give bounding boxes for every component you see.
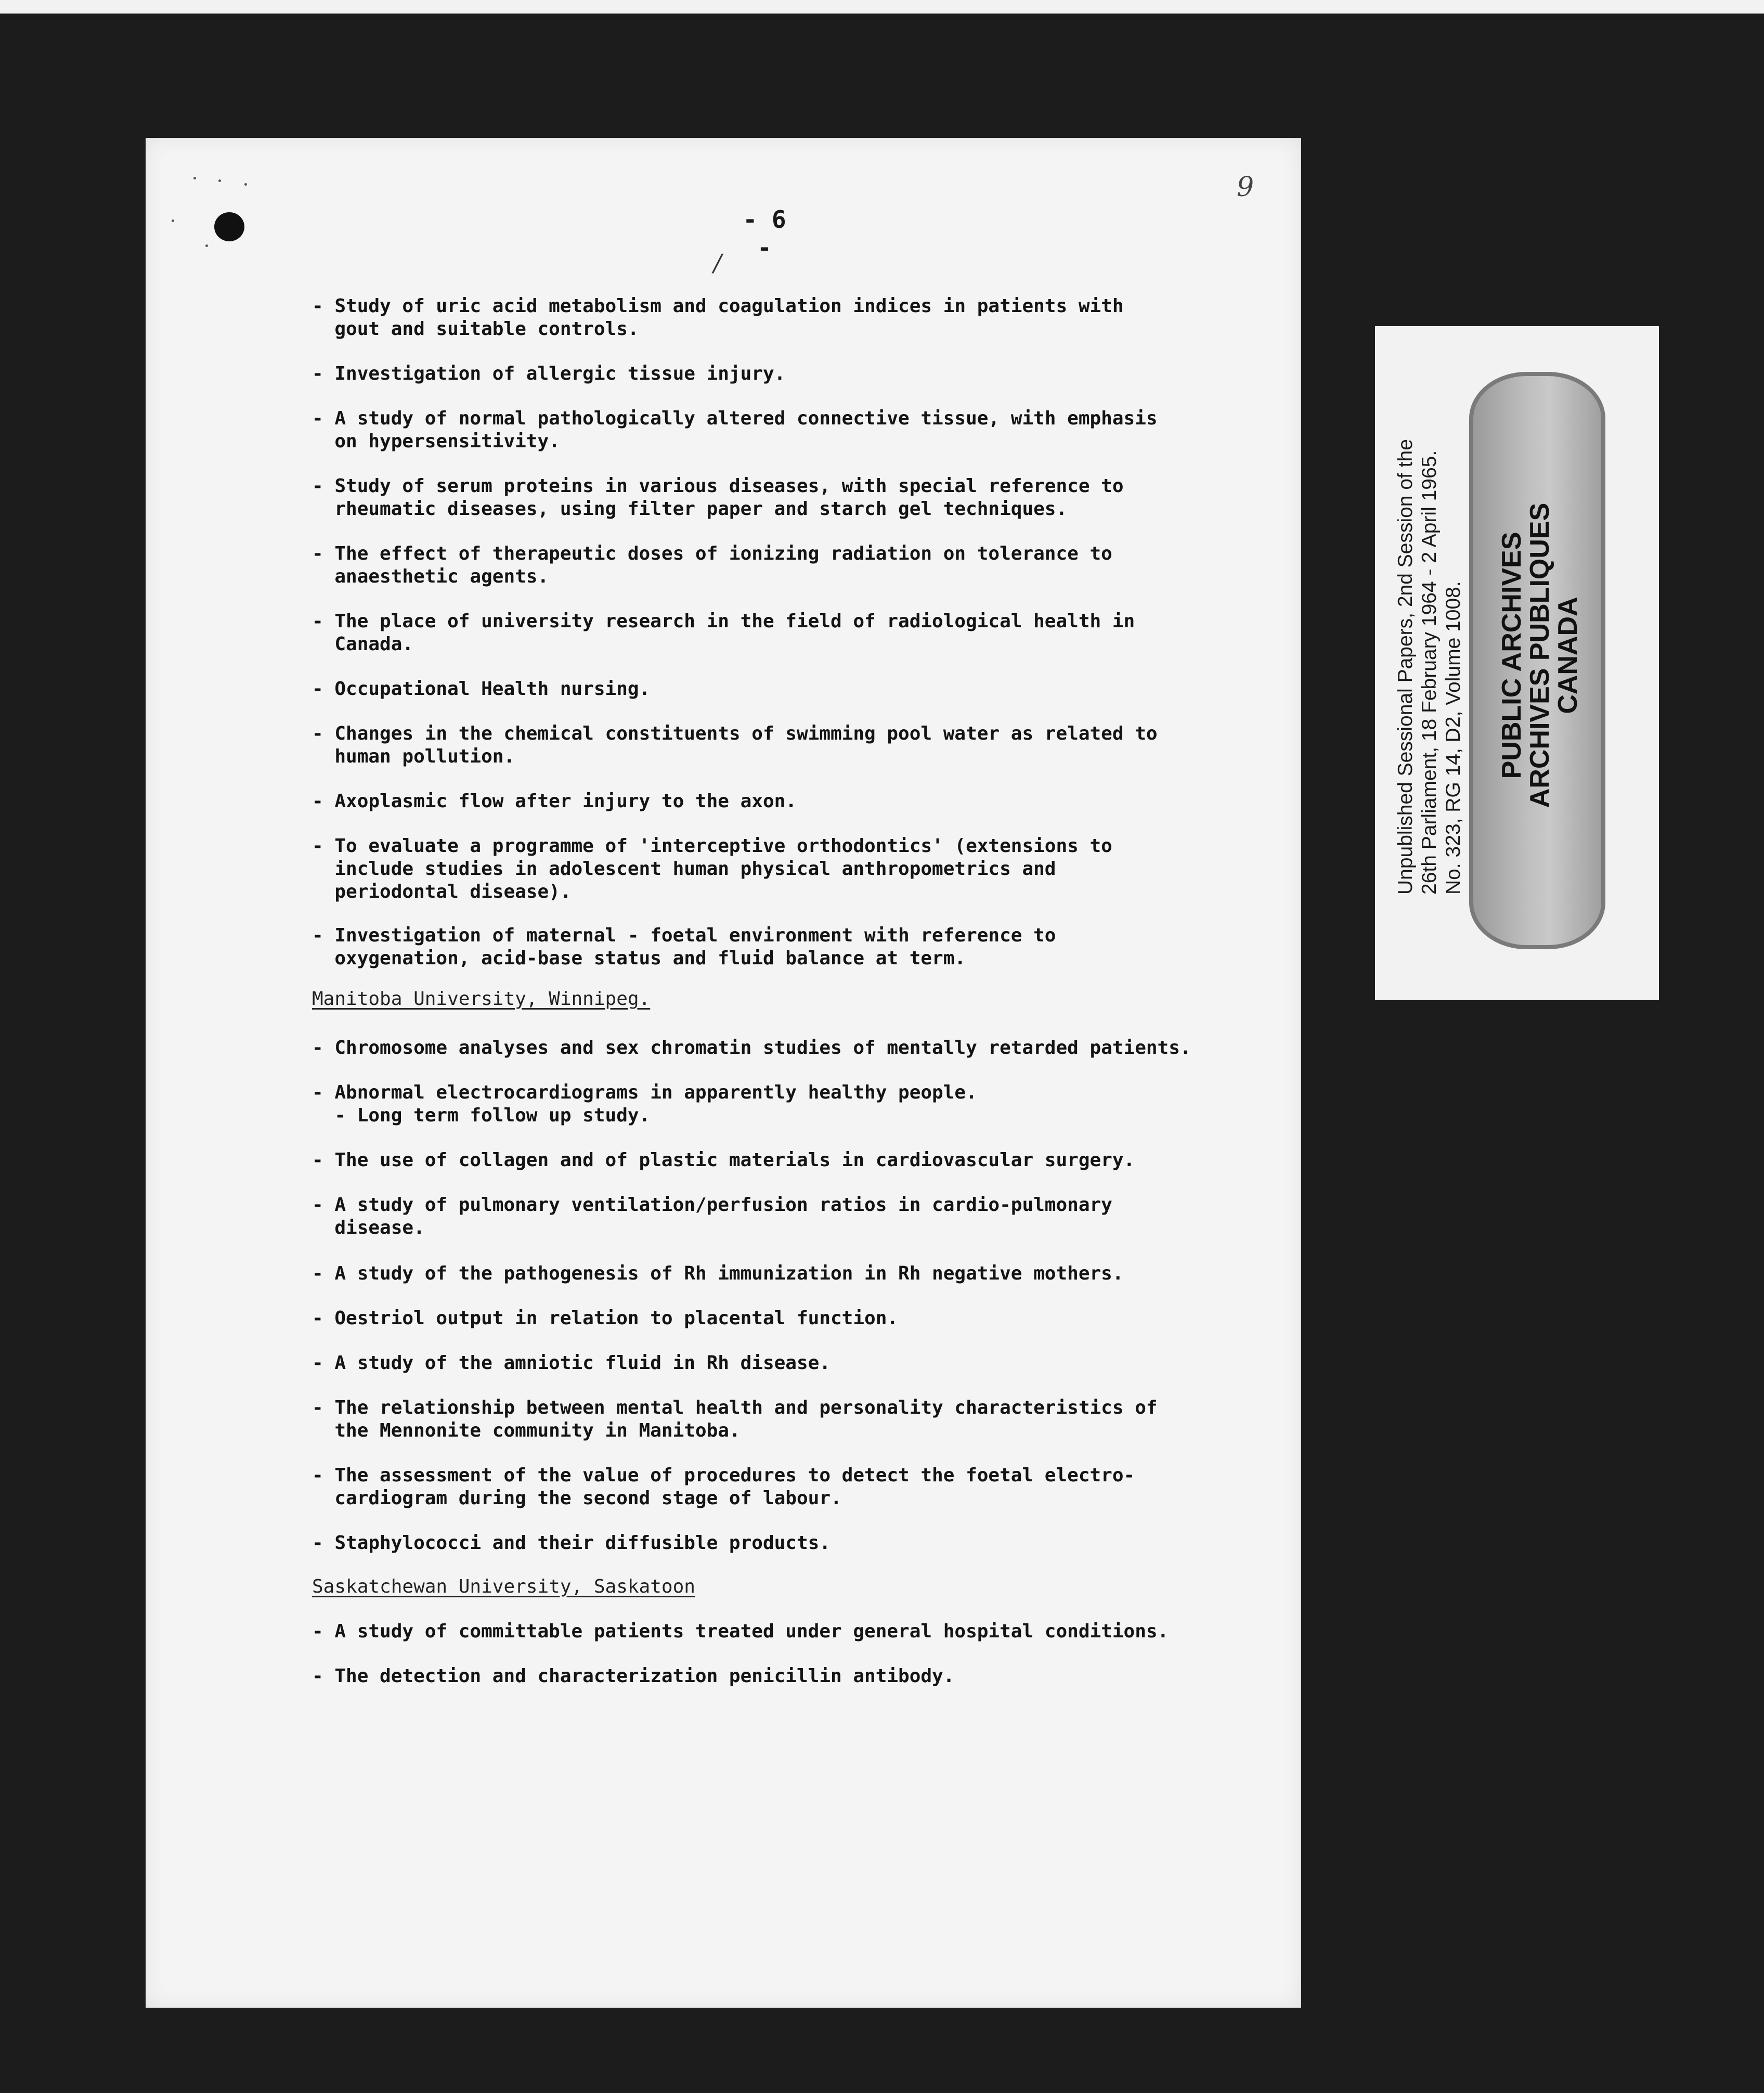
seal-line: CANADA — [1553, 597, 1583, 714]
list-item: - A study of normal pathologically altered connective tissue, with emphasis — [312, 408, 1158, 429]
list-item: - A study of committable patients treated under general hospital conditions. — [312, 1621, 1169, 1642]
list-item: - Axoplasmic flow after injury to the axon. — [312, 791, 797, 812]
list-item: - The place of university research in the field of radiological health in — [312, 611, 1135, 632]
speck — [244, 183, 247, 186]
list-item: gout and suitable controls. — [312, 318, 639, 340]
list-item: Canada. — [312, 634, 414, 655]
seal-line: PUBLIC ARCHIVES — [1497, 532, 1527, 779]
section-heading-manitoba: Manitoba University, Winnipeg. — [312, 988, 651, 1010]
list-item: oxygenation, acid-base status and fluid balance at term. — [312, 948, 966, 969]
list-item: - The effect of therapeutic doses of ionizing radiation on tolerance to — [312, 543, 1112, 564]
list-item: human pollution. — [312, 746, 515, 767]
list-item: the Mennonite community in Manitoba. — [312, 1420, 741, 1441]
speck — [218, 179, 221, 182]
list-item: anaesthetic agents. — [312, 566, 549, 587]
film-edge — [0, 0, 1764, 14]
list-item: - Chromosome analyses and sex chromatin studies of mentally retarded patients. — [312, 1037, 1191, 1058]
list-item: - Study of serum proteins in various diseases, with special reference to — [312, 475, 1124, 497]
list-item: disease. — [312, 1217, 425, 1238]
speck — [193, 177, 196, 179]
list-item: include studies in adolescent human physical anthropometrics and — [312, 858, 1056, 880]
archive-caption-line: No. 323, RG 14, D2, Volume 1008. — [1442, 581, 1464, 895]
punch-hole — [214, 212, 244, 241]
archive-caption — [1394, 374, 1465, 895]
list-item: - A study of the amniotic fluid in Rh disease. — [312, 1352, 831, 1374]
list-item: - Abnormal electrocardiograms in apparently healthy people. — [312, 1082, 977, 1103]
list-item: - Study of uric acid metabolism and coagulation indices in patients with — [312, 295, 1124, 317]
page-number: - 6 - — [743, 205, 786, 262]
list-item: - The assessment of the value of procedures to detect the foetal electro- — [312, 1465, 1135, 1486]
seal-line: ARCHIVES PUBLIQUES — [1525, 502, 1555, 808]
list-item: rheumatic diseases, using filter paper and starch gel techniques. — [312, 498, 1068, 520]
list-item: - Occupational Health nursing. — [312, 678, 651, 700]
pen-mark: / — [714, 249, 722, 277]
list-item: - Oestriol output in relation to placental function. — [312, 1308, 899, 1329]
list-item: - Long term follow up study. — [312, 1105, 651, 1126]
list-item: - Investigation of allergic tissue injury. — [312, 363, 786, 384]
list-item: - Changes in the chemical constituents of swimming pool water as related to — [312, 723, 1158, 744]
list-item: - To evaluate a programme of 'interceptive orthodontics' (extensions to — [312, 835, 1112, 857]
archives-seal-text — [1498, 479, 1582, 832]
list-item: - The relationship between mental health and personality characteristics of — [312, 1397, 1158, 1418]
list-item: on hypersensitivity. — [312, 431, 560, 452]
archive-caption-line: 26th Parliament, 18 February 1964 - 2 April 1965. — [1418, 450, 1441, 895]
list-item: - A study of the pathogenesis of Rh immunization in Rh negative mothers. — [312, 1263, 1124, 1284]
folio-number: 9 — [1237, 172, 1254, 203]
list-item: - The use of collagen and of plastic materials in cardiovascular surgery. — [312, 1149, 1135, 1171]
list-item: cardiogram during the second stage of labour. — [312, 1488, 842, 1509]
list-item: periodontal disease). — [312, 881, 572, 902]
list-item: - Investigation of maternal - foetal environment with reference to — [312, 925, 1056, 946]
list-item: - A study of pulmonary ventilation/perfusion ratios in cardio-pulmonary — [312, 1194, 1112, 1216]
section-heading-saskatchewan: Saskatchewan University, Saskatoon — [312, 1576, 695, 1597]
archive-caption-line: Unpublished Sessional Papers, 2nd Session of the — [1394, 439, 1417, 895]
list-item: - Staphylococci and their diffusible products. — [312, 1532, 831, 1554]
speck — [205, 244, 208, 247]
speck — [172, 219, 174, 222]
list-item: - The detection and characterization penicillin antibody. — [312, 1665, 955, 1687]
